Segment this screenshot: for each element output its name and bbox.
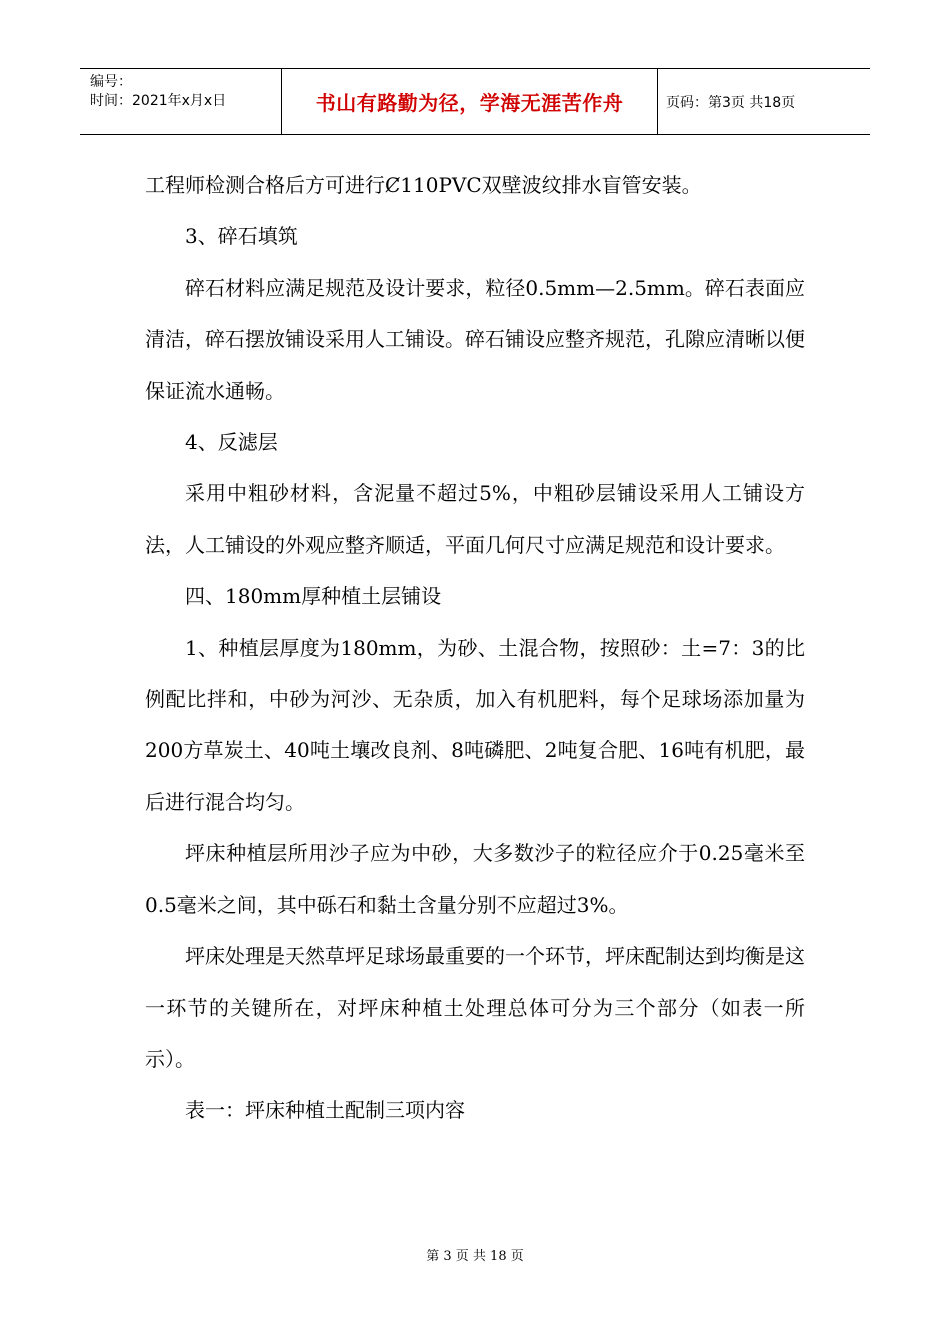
paragraph: 碎石材料应满足规范及设计要求，粒径0.5mm—2.5mm。碎石表面应清洁，碎石摆放铺设采用人工铺设。碎石铺设应整齐规范，孔隙应清晰以便保证流水通畅。	[145, 275, 805, 403]
page-header	[80, 68, 870, 135]
section-heading: 四、180mm厚种植土层铺设	[185, 584, 442, 609]
paragraph: 坪床处理是天然草坪足球场最重要的一个环节，坪床配制达到均衡是这一环节的关键所在，对坪床种植土处理总体可分为三个部分（如表一所示）。	[145, 944, 805, 1071]
paragraph: 采用中粗砂材料，含泥量不超过5%，中粗砂层铺设采用人工铺设方法，人工铺设的外观应整齐顺适，平面几何尺寸应满足规范和设计要求。	[145, 481, 805, 557]
header-motto: 书山有路勤为径，学海无涯苦作舟	[315, 91, 624, 115]
paragraph: 坪床种植层所用沙子应为中砂，大多数沙子的粒径应介于0.25毫米至0.5毫米之间，其中砾石和黏土含量分别不应超过3%。	[145, 841, 805, 917]
header-page-info: 页码：第3页 共18页	[666, 94, 796, 111]
header-meta	[80, 69, 282, 134]
document-body	[145, 160, 805, 1137]
document-time-label: 时间：2021年x月x日	[90, 93, 227, 109]
paragraph: 1、种植层厚度为180mm，为砂、土混合物，按照砂：土=7：3的比例配比拌和，中砂为河沙、无杂质，加入有机肥料，每个足球场添加量为200方草炭土、40吨土壤改良剂、8吨磷肥、2吨复合肥、16吨有机肥，最后进行混合均匀。	[145, 635, 805, 814]
paragraph: 工程师检测合格后方可进行Ȼ110PVC双壁波纹排水盲管安装。	[145, 173, 702, 197]
page-footer: 第 3 页 共 18 页	[426, 1249, 524, 1264]
document-number-label: 编号：	[90, 74, 132, 90]
section-heading: 3、碎石填筑	[185, 224, 298, 249]
section-heading: 4、反滤层	[185, 430, 278, 455]
table-caption: 表一：坪床种植土配制三项内容	[185, 1098, 465, 1123]
header-motto-cell	[282, 69, 658, 134]
